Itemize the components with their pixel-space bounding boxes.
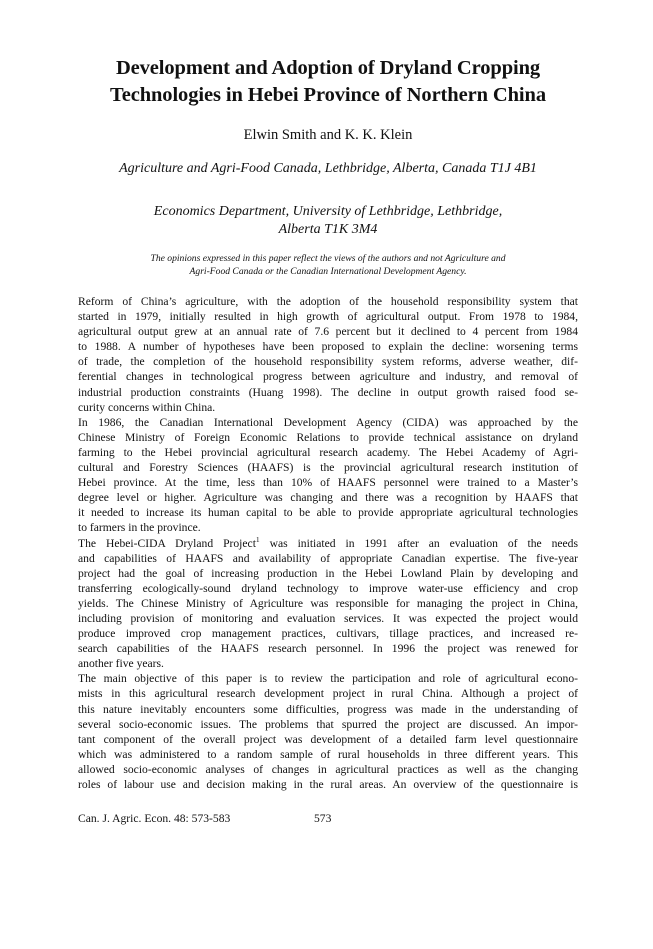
paper-title bbox=[70, 55, 586, 109]
text-line: allowed socio-economic analyses of changes in agricultural practices as well as the changing bbox=[78, 762, 578, 776]
body-text bbox=[78, 294, 578, 792]
text-line: search capabilities of the HAAFS research personnel. In 1996 the project was renewed for bbox=[78, 642, 578, 656]
text-line: this nature inevitably encounters some difficulties, progress was made in the understanding of bbox=[78, 702, 578, 716]
text-line: roles of labour use and decision making in the rural areas. An overview of the questionnaire is bbox=[78, 778, 578, 791]
text-line: degree level or higher. Agriculture was changing and there was a recognition by HAAFS that bbox=[78, 491, 578, 505]
text-line: curity concerns within China. bbox=[78, 400, 216, 414]
text-line: produce improved crop management practices, cultivars, tillage practices, and increased re- bbox=[78, 627, 578, 641]
affiliation-university-lethbridge bbox=[70, 203, 586, 239]
text-line bbox=[78, 536, 578, 551]
text-line: tant component of the overall project was development of a detailed farm level questionnaire bbox=[78, 732, 578, 746]
text-line: another five years. bbox=[78, 657, 164, 671]
text-line: it needed to increase its human capital to be able to provide appropriate agricultural technologies bbox=[78, 506, 578, 520]
affiliation-line: Economics Department, University of Lethbridge, Lethbridge, bbox=[153, 204, 503, 219]
text-line: to farmers in the province. bbox=[78, 521, 201, 535]
journal-citation: Can. J. Agric. Econ. 48: 573-583 bbox=[78, 812, 231, 825]
text-line: cultural and Forestry Sciences (HAAFS) is the provincial agricultural research institution of bbox=[78, 461, 578, 475]
text-segment: was initiated in 1991 after an evaluation of the needs bbox=[259, 536, 578, 550]
text-line: including provision of monitoring and evaluation services. It was expected the project would bbox=[78, 611, 578, 625]
paragraph-dryland-project bbox=[78, 536, 578, 672]
text-line: mists in this agricultural research development project in rural China. Although a project of bbox=[78, 687, 578, 701]
title-line-2: Technologies in Hebei Province of Northern China bbox=[110, 84, 546, 106]
affiliation-agriculture-canada bbox=[70, 160, 586, 178]
paragraph-reform bbox=[78, 294, 578, 415]
text-line: ferential changes in technological progress between agriculture and industry, and removal of bbox=[78, 370, 578, 384]
text-line: and capabilities of HAAFS and availability of appropriate Canadian expertise. The five-year bbox=[78, 551, 578, 565]
text-line: transferring ecologically-sound dryland technology to improve water-use efficiency and crop bbox=[78, 581, 578, 595]
text-line: project had the goal of increasing production in the Hebei Lowland Plain by developing and bbox=[78, 566, 578, 580]
text-line: of trade, the completion of the household responsibility system reforms, adverse weather, dif- bbox=[78, 355, 578, 369]
text-segment: The Hebei-CIDA Dryland Project bbox=[78, 536, 256, 550]
disclaimer-note bbox=[70, 252, 586, 278]
paragraph-objective bbox=[78, 671, 578, 792]
footnote-mark[interactable]: 1 bbox=[255, 535, 260, 544]
text-line: agricultural output grew at an annual rate of 7.6 percent but it declined to 4 percent from 1984 bbox=[78, 325, 578, 339]
text-line: Hebei province. At the time, less than 10% of HAAFS personnel were trained to a Master’s bbox=[78, 476, 578, 490]
text-line: several socio-economic issues. The problems that spurred the project are discussed. An impor- bbox=[78, 717, 578, 731]
text-line: Chinese Ministry of Foreign Economic Relations to provide technical assistance on dryland bbox=[78, 430, 578, 444]
paragraph-cida bbox=[78, 415, 578, 536]
text-line: The main objective of this paper is to review the participation and role of agricultural econo- bbox=[78, 672, 578, 686]
title-line-1: Development and Adoption of Dryland Cropping bbox=[115, 57, 541, 79]
affiliation-line: Agriculture and Agri-Food Canada, Lethbridge, Alberta, Canada T1J 4B1 bbox=[119, 161, 537, 176]
text-line: In 1986, the Canadian International Development Agency (CIDA) was approached by the bbox=[78, 415, 578, 429]
text-line: started in 1979, initially resulted in high growth of agricultural output. From 1978 to 1984, bbox=[78, 310, 578, 324]
text-line: to 1988. A number of hypotheses have been proposed to explain the decline: worsening terms bbox=[78, 340, 578, 354]
affiliation-line: Alberta T1K 3M4 bbox=[278, 222, 378, 237]
text-line: farming to the Hebei provincial agricultural research academy. The Hebei Academy of Agri- bbox=[78, 445, 578, 459]
disclaimer-line: Agri-Food Canada or the Canadian International Development Agency. bbox=[189, 266, 467, 277]
disclaimer-line: The opinions expressed in this paper reflect the views of the authors and not Agriculture and bbox=[150, 253, 506, 264]
author-names: Elwin Smith and K. K. Klein bbox=[243, 127, 413, 143]
page-number: 573 bbox=[314, 812, 332, 825]
text-line: industrial production constraints (Huang 1998). The decline in output growth raised food se- bbox=[78, 385, 578, 399]
text-line: which was administered to a random sample of rural households in three different years. This bbox=[78, 747, 578, 761]
text-line: Reform of China’s agriculture, with the adoption of the household responsibility system that bbox=[78, 295, 578, 308]
text-line: yields. The Chinese Ministry of Agriculture was responsible for managing the project in China, bbox=[78, 596, 578, 610]
